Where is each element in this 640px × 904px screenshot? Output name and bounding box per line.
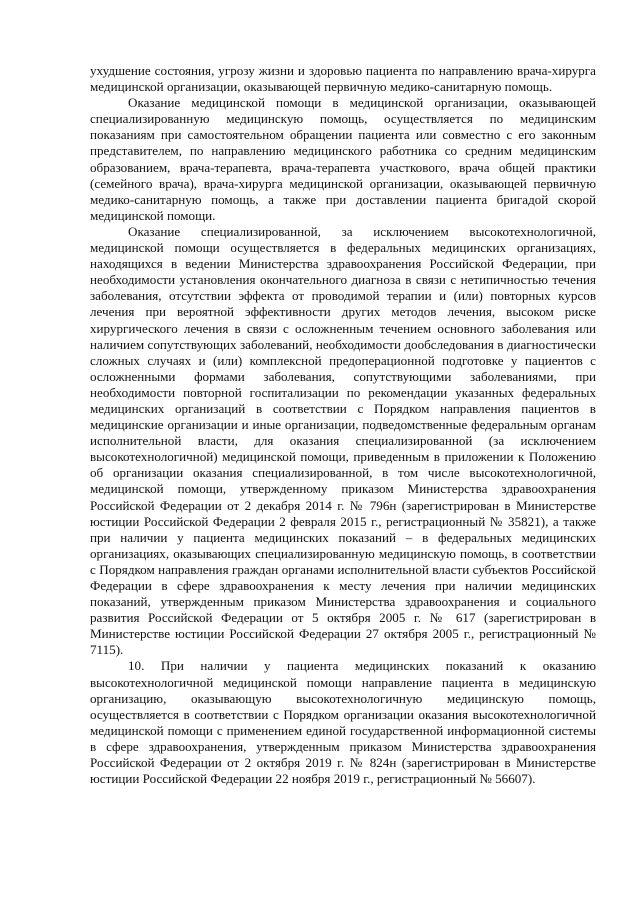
paragraph-item-10-high-tech-care: 10. При наличии у пациента медицинских показаний к оказанию высокотехнологичной медицинской помощи направление пациента в медицинскую организацию, оказывающую высокотехнологичную медицинскую помощь, осуществляется в соответствии с Порядком организации оказания высокотехнологичной медицинской помощи с применением единой государственной информационной системы в сфере здравоохранения, утвержденным приказом Министерства здравоохранения Российской Федерации от 2 октября 2019 г. № 824н (зарегистрирован в Министерстве юстиции Российской Федерации 22 ноября 2019 г., регистрационный № 56607).	[90, 658, 596, 787]
paragraph-specialized-care-provision: Оказание медицинской помощи в медицинской организации, оказывающей специализированную медицинскую помощь, осуществляется по медицинским показаниям при самостоятельном обращении пациента или совместно с его законным представителем, по направлению медицинского работника со средним медицинским образованием, врача-терапевта, врача-терапевта участкового, врача общей практики (семейного врача), врача-хирурга медицинской организации, оказывающей первичную медико-санитарную помощь, а также при доставлении пациента бригадой скорой медицинской помощи.	[90, 95, 596, 223]
document-page	[90, 63, 596, 787]
paragraph-federal-organizations: Оказание специализированной, за исключением высокотехнологичной, медицинской помощи осуществляется в федеральных медицинских организациях, находящихся в ведении Министерства здравоохранения Российской Федерации, при необходимости установления окончательного диагноза в связи с нетипичностью течения заболевания, отсутствии эффекта от проводимой терапии и (или) повторных курсов лечения при вероятной эффективности других методов лечения, высоком риске хирургического лечения в связи с осложненным течением основного заболевания или наличием сопутствующих заболеваний, необходимости дообследования в диагностически сложных случаях и (или) комплексной предоперационной подготовке у пациентов с осложненными формами заболевания, сопутствующими заболеваниями, при необходимости повторной госпитализации по рекомендации указанных федеральных медицинских организаций в соответствии с Порядком направления пациентов в медицинские организации и иные организации, подведомственные федеральным органам исполнительной власти, для оказания специализированной (за исключением высокотехнологичной) медицинской помощи, приведенным в приложении к Положению об организации оказания специализированной, в том числе высокотехнологичной, медицинской помощи, утвержденному приказом Министерства здравоохранения Российской Федерации от 2 декабря 2014 г. № 796н (зарегистрирован в Министерстве юстиции Российской Федерации 2 февраля 2015 г., регистрационный № 35821), а также при наличии у пациента медицинских показаний – в федеральных медицинских организациях, оказывающих специализированную медицинскую помощь, в соответствии с Порядком направления граждан органами исполнительной власти субъектов Российской Федерации в сфере здравоохранения к месту лечения при наличии медицинских показаний, утвержденным приказом Министерства здравоохранения и социального развития Российской Федерации от 5 октября 2005 г. № 617 (зарегистрирован в Министерстве юстиции Российской Федерации 27 октября 2005 г., регистрационный № 7115).	[90, 223, 596, 658]
paragraph-continuation: ухудшение состояния, угрозу жизни и здоровью пациента по направлению врача-хирурга медицинской организации, оказывающей первичную медико-санитарную помощь.	[90, 63, 596, 95]
